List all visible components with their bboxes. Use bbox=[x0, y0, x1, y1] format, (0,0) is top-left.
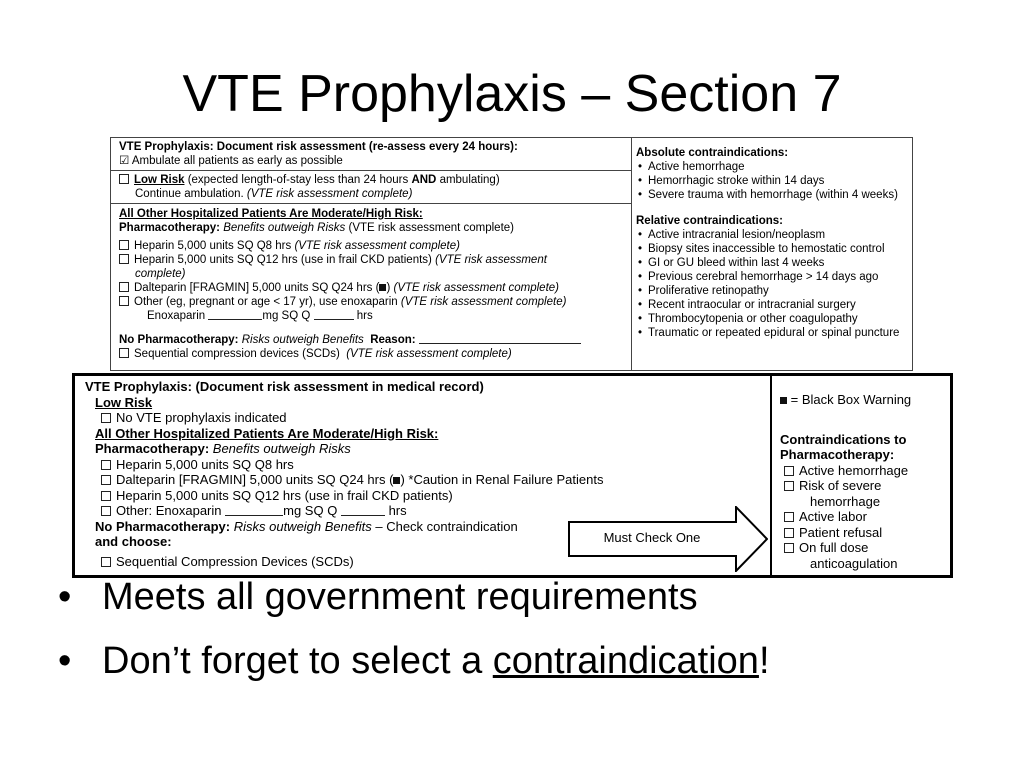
dalteparin-close: ) bbox=[386, 282, 391, 294]
no-vte-label: No VTE prophylaxis indicated bbox=[116, 410, 287, 425]
list-item: • Hemorrhagic stroke within 14 days bbox=[636, 174, 908, 188]
enox-mid: mg SQ Q bbox=[262, 310, 311, 322]
bottom-enox-freq-field[interactable] bbox=[341, 505, 385, 516]
contra-full-dose-checkbox[interactable] bbox=[784, 543, 794, 553]
heparin-q12-note: (VTE risk assessment bbox=[435, 254, 547, 266]
heparin-q12-note-cont: complete) bbox=[135, 268, 186, 280]
low-risk-text: (expected length-of-stay less than 24 hours bbox=[187, 174, 409, 186]
heparin-q8-label: Heparin 5,000 units SQ Q8 hrs bbox=[134, 240, 292, 252]
list-item: • Active intracranial lesion/neoplasm bbox=[636, 228, 908, 242]
heparin-q8-note: (VTE risk assessment complete) bbox=[294, 240, 460, 252]
bottom-pharm-label: Pharmacotherapy: bbox=[95, 441, 210, 456]
other-enox-note: (VTE risk assessment complete) bbox=[400, 296, 567, 308]
list-item: • GI or GU bleed within last 4 weeks bbox=[636, 256, 908, 270]
rel-list bbox=[636, 228, 908, 340]
pharm-label: Pharmacotherapy: bbox=[119, 222, 220, 234]
bottom-heparin-q8-label: Heparin 5,000 units SQ Q8 hrs bbox=[116, 456, 294, 472]
bottom-low-risk: Low Risk bbox=[95, 394, 153, 410]
ambulate-line: ☑ Ambulate all patients as early as possible bbox=[119, 155, 343, 167]
low-risk-tail: ambulating) bbox=[439, 174, 500, 186]
rel-header: Relative contraindications: bbox=[636, 215, 783, 227]
heparin-q8-checkbox[interactable] bbox=[119, 240, 129, 250]
arrow-label: Must Check One bbox=[603, 530, 701, 545]
low-risk-and: AND bbox=[411, 174, 437, 186]
form-top-header-section bbox=[111, 138, 631, 171]
form-bottom-header: VTE Prophylaxis: (Document risk assessment in medical record) bbox=[85, 379, 484, 394]
other-enox-checkbox[interactable] bbox=[119, 296, 129, 306]
dalteparin-checkbox[interactable] bbox=[119, 282, 129, 292]
heparin-q12-checkbox[interactable] bbox=[119, 254, 129, 264]
absolute-contra-section bbox=[632, 138, 912, 202]
scd-checkbox[interactable] bbox=[119, 348, 129, 358]
enox-freq-field[interactable] bbox=[314, 309, 354, 320]
bottom-heparin-q12-checkbox[interactable] bbox=[101, 491, 111, 501]
contra-header-1: Contraindications to bbox=[780, 431, 907, 447]
bottom-nopharm-tail: – Check contraindication bbox=[375, 518, 518, 534]
bottom-scd-checkbox[interactable] bbox=[101, 557, 111, 567]
continue-note: (VTE risk assessment complete) bbox=[246, 188, 413, 200]
nopharm-label: No Pharmacotherapy: bbox=[119, 334, 239, 346]
list-item: • Active hemorrhage bbox=[636, 160, 908, 174]
contra-active-labor-checkbox[interactable] bbox=[784, 512, 794, 522]
bullet-item bbox=[58, 638, 770, 684]
list-item: • Severe trauma with hemorrhage (within 4 weeks) bbox=[636, 188, 908, 202]
bullet-icon: • bbox=[58, 640, 72, 682]
form-top-moderate-section bbox=[111, 204, 631, 370]
no-vte-checkbox[interactable] bbox=[101, 413, 111, 423]
heparin-q12-label: Heparin 5,000 units SQ Q12 hrs (use in frail CKD patients) bbox=[134, 254, 432, 266]
form-top-header: VTE Prophylaxis: Document risk assessment (re-assess every 24 hours): bbox=[119, 141, 518, 153]
other-enox-label: Other (eg, pregnant or age < 17 yr), use enoxaparin bbox=[134, 296, 398, 308]
list-item: • Proliferative retinopathy bbox=[636, 284, 908, 298]
bottom-enox-dose-field[interactable] bbox=[225, 505, 283, 516]
bottom-dalteparin-tail: ) *Caution in Renal Failure Patients bbox=[400, 472, 604, 487]
bottom-heparin-q12-label: Heparin 5,000 units SQ Q12 hrs (use in frail CKD patients) bbox=[116, 487, 453, 503]
scd-label: Sequential compression devices (SCDs) bbox=[134, 348, 340, 360]
bullet-text-underlined: contraindication bbox=[492, 640, 759, 682]
continue-ambulation: Continue ambulation. bbox=[135, 188, 244, 200]
and-choose: and choose: bbox=[95, 534, 172, 549]
contra-severe-risk-cont: hemorrhage bbox=[810, 493, 881, 509]
list-item: • Biopsy sites inaccessible to hemostatic control bbox=[636, 242, 908, 256]
relative-contra-section bbox=[632, 202, 912, 340]
form-bottom-right bbox=[770, 376, 950, 575]
bottom-scd-label: Sequential Compression Devices (SCDs) bbox=[116, 553, 354, 569]
bottom-dalteparin-label: Dalteparin [FRAGMIN] 5,000 units SQ Q24 hrs ( bbox=[116, 472, 394, 487]
pharm-note: (VTE risk assessment complete) bbox=[348, 222, 514, 234]
reason-field[interactable] bbox=[419, 333, 581, 344]
form-bottom bbox=[72, 373, 953, 578]
black-box-icon bbox=[780, 397, 787, 404]
slide-title: VTE Prophylaxis – Section 7 bbox=[182, 65, 842, 123]
scd-note: (VTE risk assessment complete) bbox=[346, 348, 512, 360]
pharm-benefits: Benefits outweigh Risks bbox=[223, 222, 346, 234]
contra-header-2: Pharmacotherapy: bbox=[780, 447, 895, 462]
contra-full-dose-label: On full dose bbox=[799, 540, 869, 555]
bottom-enox-hrs: hrs bbox=[388, 503, 407, 518]
bottom-pharm-benefits: Benefits outweigh Risks bbox=[212, 441, 351, 456]
contra-active-hemorrhage-checkbox[interactable] bbox=[784, 466, 794, 476]
list-item: • Previous cerebral hemorrhage > 14 days ago bbox=[636, 270, 908, 284]
contra-patient-refusal-checkbox[interactable] bbox=[784, 528, 794, 538]
contra-patient-refusal-label: Patient refusal bbox=[799, 524, 883, 540]
dalteparin-label: Dalteparin [FRAGMIN] 5,000 units SQ Q24 hrs ( bbox=[134, 282, 380, 294]
abs-list bbox=[636, 160, 908, 202]
contra-active-labor-label: Active labor bbox=[799, 509, 867, 524]
list-item: • Traumatic or repeated epidural or spinal puncture bbox=[636, 326, 908, 340]
bottom-other-header: All Other Hospitalized Patients Are Moderate/High Risk: bbox=[95, 425, 439, 441]
enox-label: Enoxaparin bbox=[147, 310, 206, 322]
must-check-one-arrow bbox=[568, 506, 768, 572]
form-top-low-risk-section bbox=[111, 171, 631, 204]
bottom-other-checkbox[interactable] bbox=[101, 506, 111, 516]
low-risk-label: Low Risk bbox=[134, 174, 185, 186]
enox-dose-field[interactable] bbox=[208, 309, 262, 320]
contra-active-hemorrhage-label: Active hemorrhage bbox=[799, 462, 909, 478]
bottom-nopharm-label: No Pharmacotherapy: bbox=[95, 518, 231, 534]
bullet-icon: • bbox=[58, 576, 72, 618]
bullet-text-pre: Don’t forget to select a bbox=[102, 640, 493, 682]
form-top bbox=[110, 137, 913, 371]
other-header: All Other Hospitalized Patients Are Moderate/High Risk: bbox=[119, 208, 423, 220]
reason-label: Reason: bbox=[370, 334, 416, 346]
bbw-label: = Black Box Warning bbox=[790, 392, 912, 407]
bullet-item bbox=[58, 574, 770, 620]
bottom-enox-mid: mg SQ Q bbox=[283, 503, 338, 518]
bullet-text-post: ! bbox=[758, 640, 770, 682]
bottom-heparin-q8-checkbox[interactable] bbox=[101, 460, 111, 470]
bullet-list bbox=[58, 574, 770, 702]
list-item: • Thrombocytopenia or other coagulopathy bbox=[636, 312, 908, 326]
low-risk-checkbox[interactable] bbox=[119, 174, 129, 184]
bullet-text: Meets all government requirements bbox=[102, 576, 698, 618]
contra-full-dose-cont: anticoagulation bbox=[810, 555, 898, 571]
bottom-other-label: Other: Enoxaparin bbox=[116, 503, 222, 518]
form-top-left bbox=[111, 138, 632, 370]
nopharm-risks: Risks outweigh Benefits bbox=[241, 334, 364, 346]
dalteparin-note: (VTE risk assessment complete) bbox=[393, 282, 559, 294]
list-item: • Recent intraocular or intracranial surgery bbox=[636, 298, 908, 312]
form-top-right bbox=[632, 138, 912, 370]
enox-hrs: hrs bbox=[356, 310, 373, 322]
bottom-dalteparin-checkbox[interactable] bbox=[101, 475, 111, 485]
contra-severe-risk-checkbox[interactable] bbox=[784, 481, 794, 491]
contra-severe-risk-label: Risk of severe bbox=[799, 478, 882, 493]
abs-header: Absolute contraindications: bbox=[636, 147, 789, 159]
bottom-nopharm-risks: Risks outweigh Benefits bbox=[233, 518, 372, 534]
